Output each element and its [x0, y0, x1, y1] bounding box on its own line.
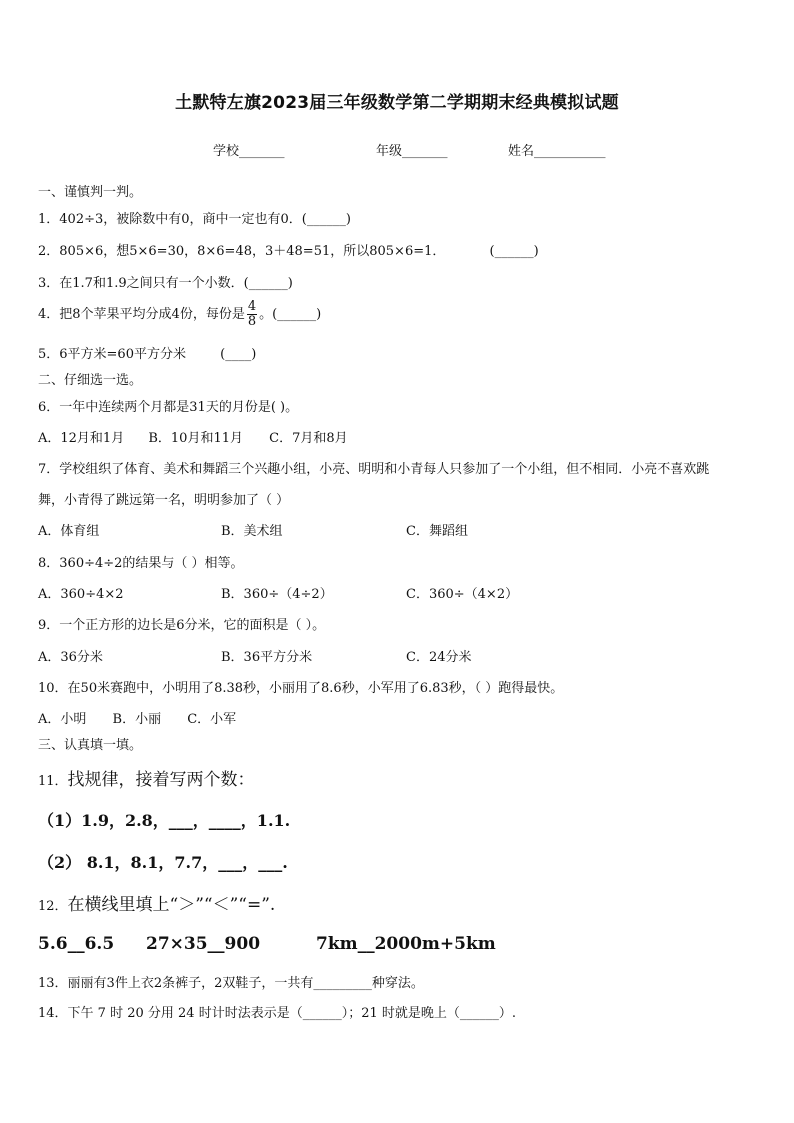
question-4	[38, 300, 321, 329]
section-heading-3: 三、认真填一填。	[38, 738, 143, 753]
option-a: A．36分米	[38, 650, 103, 665]
question-12-item-3: 7km__2000m+5km	[316, 934, 496, 954]
question-11-number: 11．	[38, 774, 68, 789]
question-4-tail: 。(______)	[259, 307, 322, 322]
option-b: B．360÷（4÷2）	[221, 587, 333, 602]
option-a: A．360÷4×2	[38, 587, 124, 602]
question-2	[38, 240, 539, 259]
question-6: 6．一年中连续两个月都是31天的月份是( )。	[38, 400, 299, 415]
section-heading-2: 二、仔细选一选。	[38, 373, 143, 388]
option-c: C．舞蹈组	[406, 524, 468, 539]
option-a: A．体育组	[38, 524, 100, 539]
question-12-item-2: 27×35__900	[146, 934, 261, 954]
question-9: 9．一个正方形的边长是6分米，它的面积是（ ）。	[38, 618, 326, 633]
grade-field: 年级_______	[376, 144, 448, 159]
question-12-item-1: 5.6__6.5	[38, 934, 115, 954]
option-c: C．24分米	[406, 650, 472, 665]
question-7-line-1: 7．学校组织了体育、美术和舞蹈三个兴趣小组，小亮、明明和小青每人只参加了一个小组，但不相同．小亮不喜欢跳	[38, 462, 710, 477]
question-11-part-2: （2） 8.1，8.1，7.7，___，___.	[38, 853, 288, 872]
question-11-text: 找规律，接着写两个数：	[67, 770, 255, 790]
question-12	[38, 890, 275, 915]
question-12-text: 在横线里填上“＞”“＜”“=”.	[67, 895, 276, 915]
page-title: 土默特左旗2023届三年级数学第二学期期末经典模拟试题	[175, 93, 619, 113]
question-5	[38, 343, 256, 362]
fraction-denominator: 8	[247, 314, 257, 329]
option-a: A．小明	[38, 712, 87, 727]
option-c: C．小军	[187, 712, 237, 727]
question-7-line-2: 舞，小青得了跳远第一名，明明参加了（ ）	[38, 493, 290, 508]
section-heading-1: 一、谨慎判一判。	[38, 185, 143, 200]
question-6-options	[38, 427, 348, 446]
fraction-numerator: 4	[247, 299, 257, 314]
option-c: C．7月和8月	[269, 431, 348, 446]
question-5-text: 5．6平方米=60平方分米	[38, 347, 186, 362]
fraction	[247, 300, 257, 329]
question-1: 1．402÷3，被除数中有0，商中一定也有0．(______)	[38, 212, 351, 227]
name-field: 姓名___________	[508, 144, 606, 159]
question-3: 3．在1.7和1.9之间只有一个小数．(______)	[38, 276, 293, 291]
option-b: B．美术组	[221, 524, 283, 539]
question-13: 13．丽丽有3件上衣2条裤子，2双鞋子，一共有_________种穿法。	[38, 976, 424, 991]
question-4-text: 4．把8个苹果平均分成4份，每份是	[38, 307, 245, 322]
question-10-options	[38, 708, 236, 727]
question-10: 10．在50米赛跑中，小明用了8.38秒，小丽用了8.6秒，小军用了6.83秒，（ ）跑得最快。	[38, 681, 564, 696]
option-b: B．小丽	[112, 712, 162, 727]
question-14: 14．下午 7 时 20 分用 24 时计时法表示是（______）；21 时就是晚上（______）.	[38, 1006, 516, 1021]
question-8: 8．360÷4÷2的结果与（ ）相等。	[38, 556, 244, 571]
option-c: C．360÷（4×2）	[406, 587, 519, 602]
option-b: B．10月和11月	[148, 431, 243, 446]
question-2-text: 2．805×6，想5×6=30，8×6=48，3＋48=51，所以805×6=1．	[38, 244, 446, 259]
question-2-blank: (______)	[489, 244, 539, 259]
question-11-part-1: （1）1.9，2.8，___，____，1.1.	[38, 811, 291, 830]
question-11	[38, 765, 255, 790]
question-5-blank: (____)	[220, 347, 257, 362]
question-12-number: 12．	[38, 899, 68, 914]
option-a: A．12月和1月	[38, 431, 125, 446]
option-b: B．36平方分米	[221, 650, 313, 665]
school-field: 学校_______	[213, 144, 285, 159]
